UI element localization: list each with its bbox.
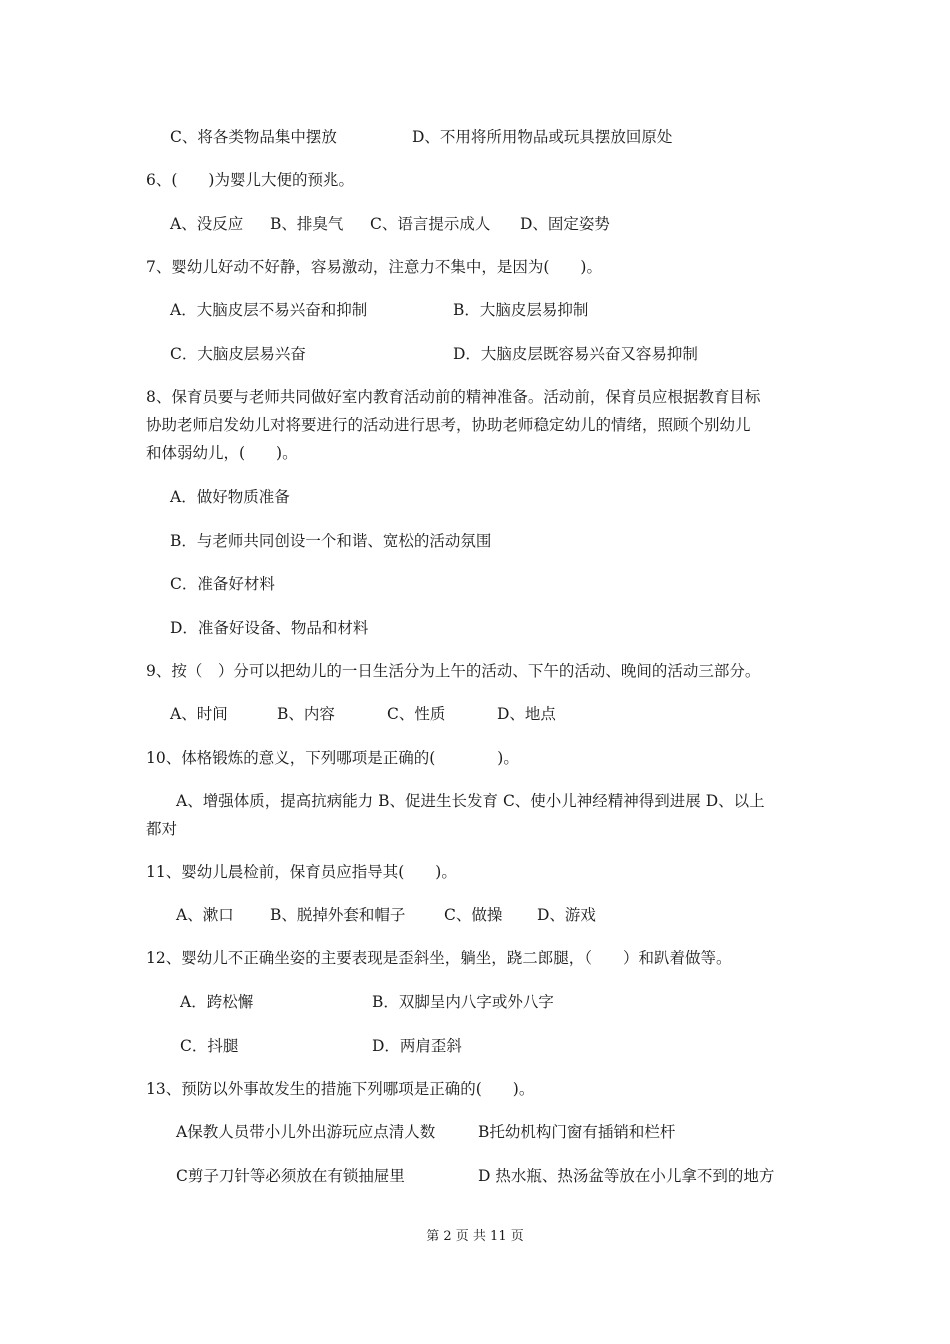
q12-option-a: A．跨松懈 [180,993,254,1011]
q12-option-d: D．两肩歪斜 [372,1037,462,1055]
q6-option-b: B、排臭气 [270,215,344,233]
q12-option-b: B．双脚呈内八字或外八字 [372,993,554,1011]
q11-option-b: B、脱掉外套和帽子 [270,906,406,924]
q13-option-c: C剪子刀针等必须放在有锁抽屉里 [176,1167,405,1185]
q13-option-a: A保教人员带小儿外出游玩应点清人数 [176,1123,436,1141]
q11-option-d: D、游戏 [537,906,596,924]
q6-option-d: D、固定姿势 [520,215,610,233]
page-number-footer: 第 2 页 共 11 页 [426,1229,524,1244]
q7-option-c: C．大脑皮层易兴奋 [170,345,306,363]
question-9: 9、按（ ）分可以把幼儿的一日生活分为上午的活动、下午的活动、晚间的活动三部分。 [146,662,761,680]
q7-option-a: A．大脑皮层不易兴奋和抑制 [170,301,368,319]
q6-option-a: A、没反应 [170,215,244,233]
question-10: 10、体格锻炼的意义，下列哪项是正确的( )。 [146,749,519,767]
q8-option-c: C．准备好材料 [170,575,275,593]
q9-option-d: D、地点 [497,705,556,723]
question-8-line-2: 协助老师启发幼儿对将要进行的活动进行思考，协助老师稳定幼儿的情绪，照顾个别幼儿 [146,416,751,434]
question-8-line-3: 和体弱幼儿，( )。 [146,444,298,462]
q9-option-a: A、时间 [170,705,228,723]
q8-option-a: A．做好物质准备 [170,488,290,506]
q10-options: A、增强体质，提高抗病能力 B、促进生长发育 C、使小儿神经精神得到进展 D、以上 [176,792,765,810]
q7-option-b: B．大脑皮层易抑制 [453,301,589,319]
q11-option-c: C、做操 [444,906,503,924]
q13-option-b: B托幼机构门窗有插销和栏杆 [478,1123,676,1141]
question-8-line-1: 8、保育员要与老师共同做好室内教育活动前的精神准备。活动前，保育员应根据教育目标 [146,388,761,406]
question-13: 13、预防以外事故发生的措施下列哪项是正确的( )。 [146,1080,535,1098]
q7-option-d: D．大脑皮层既容易兴奋又容易抑制 [453,345,698,363]
question-11: 11、婴幼儿晨检前，保育员应指导其( )。 [146,863,457,881]
q8-option-d: D．准备好设备、物品和材料 [170,619,369,637]
q12-option-c: C．抖腿 [180,1037,239,1055]
q6-option-c: C、语言提示成人 [370,215,491,233]
question-7: 7、婴幼儿好动不好静，容易激动，注意力不集中，是因为( )。 [146,258,602,276]
q11-option-a: A、漱口 [176,906,234,924]
q5-option-d: D、不用将所用物品或玩具摆放回原处 [412,128,673,146]
q9-option-b: B、内容 [277,705,335,723]
q13-option-d: D 热水瓶、热汤盆等放在小儿拿不到的地方 [478,1167,775,1185]
q10-options-cont: 都对 [146,820,178,838]
question-12: 12、婴幼儿不正确坐姿的主要表现是歪斜坐，躺坐，跷二郎腿，（ ）和趴着做等。 [146,949,732,967]
q9-option-c: C、性质 [387,705,446,723]
q5-option-c: C、将各类物品集中摆放 [170,128,337,146]
question-6: 6、( )为婴儿大便的预兆。 [146,171,354,189]
q8-option-b: B．与老师共同创设一个和谐、宽松的活动氛围 [170,532,492,550]
